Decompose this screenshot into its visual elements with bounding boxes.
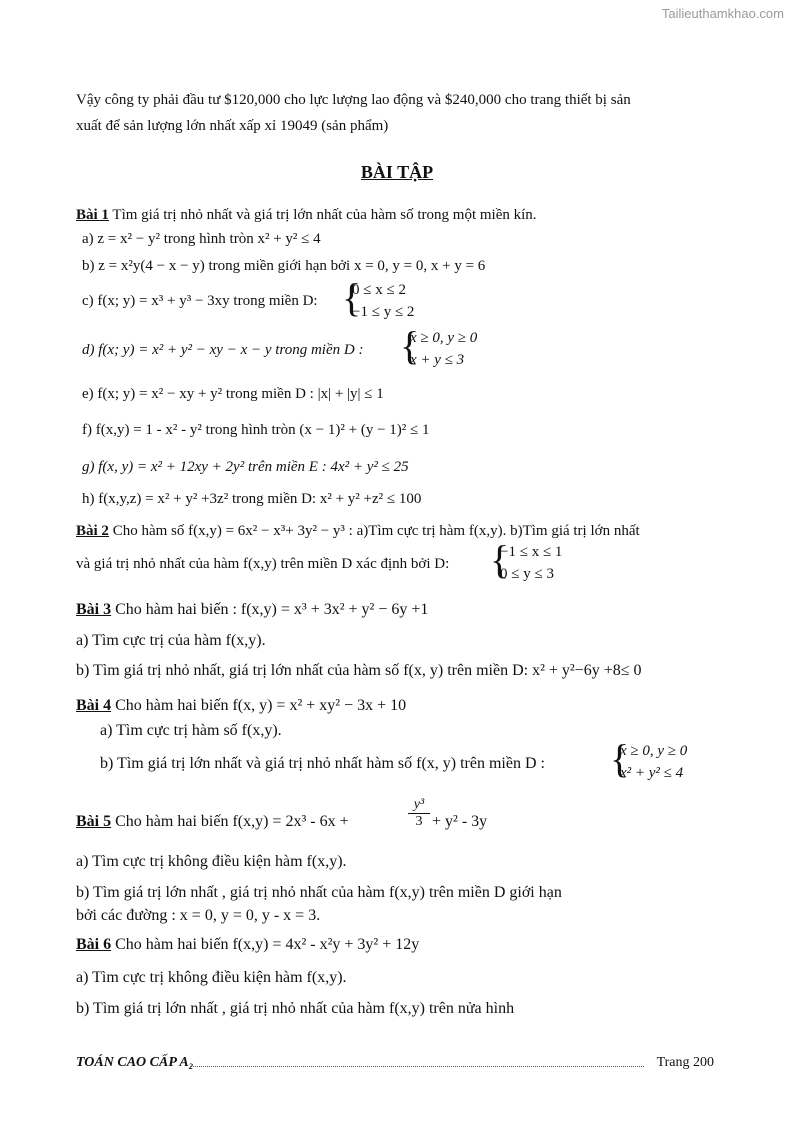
bai2-heading bbox=[76, 523, 640, 540]
bai5-text-end: + y² - 3y bbox=[432, 813, 488, 830]
bai2-label: Bài 2 bbox=[76, 523, 109, 539]
bai1-d-cond-2: x + y ≤ 3 bbox=[410, 352, 465, 368]
bai2-cond-2: 0 ≤ y ≤ 3 bbox=[500, 566, 554, 582]
bai5-label: Bài 5 bbox=[76, 813, 112, 830]
bai3-label: Bài 3 bbox=[76, 601, 112, 618]
bai4-b: b) Tìm giá trị lớn nhất và giá trị nhỏ nhất hàm số f(x, y) trên miền D : bbox=[100, 755, 545, 772]
bai1-b: b) z = x²y(4 − x − y) trong miền giới hạn bởi x = 0, y = 0, x + y = 6 bbox=[82, 258, 486, 274]
bai4-heading bbox=[76, 697, 406, 715]
bai4-a: a) Tìm cực trị hàm số f(x,y). bbox=[100, 722, 282, 739]
bai5-b-2: bởi các đường : x = 0, y = 0, y - x = 3. bbox=[76, 907, 321, 924]
bai2-cond-1: −1 ≤ x ≤ 1 bbox=[500, 544, 563, 560]
bai1-c-cond-1: 0 ≤ x ≤ 2 bbox=[352, 282, 406, 298]
bai5-a: a) Tìm cực trị không điều kiện hàm f(x,y). bbox=[76, 853, 347, 870]
bai5-fraction-denominator: 3 bbox=[415, 814, 423, 829]
intro-line-1: Vậy công ty phải đầu tư $120,000 cho lực lượng lao động và $240,000 cho trang thiết bị sản bbox=[76, 92, 631, 108]
bai6-label: Bài 6 bbox=[76, 936, 112, 953]
bai1-c: c) f(x; y) = x³ + y³ − 3xy trong miền D: bbox=[82, 293, 318, 309]
bai1-d: d) f(x; y) = x² + y² − xy − x − y trong miền D : bbox=[82, 342, 364, 358]
bai1-e: e) f(x; y) = x² − xy + y² trong miền D : |x| + |y| ≤ 1 bbox=[82, 386, 384, 402]
page-number: Trang 200 bbox=[656, 1055, 714, 1070]
bai1-a: a) z = x² − y² trong hình tròn x² + y² ≤ 4 bbox=[82, 231, 321, 247]
watermark: Tailieuthamkhao.com bbox=[661, 6, 784, 21]
bai5-b: b) Tìm giá trị lớn nhất , giá trị nhỏ nhất của hàm f(x,y) trên miền D giới hạn bbox=[76, 884, 562, 901]
bai2-text: Cho hàm số f(x,y) = 6x² − x³+ 3y² − y³ : a)Tìm cực trị hàm f(x,y). b)Tìm giá trị lớn nhất bbox=[108, 523, 640, 539]
footer-title: TOÁN CAO CẤP A₂ bbox=[76, 1055, 194, 1070]
bai1-label: Bài 1 bbox=[76, 207, 109, 223]
bai4-cond-2: x² + y² ≤ 4 bbox=[620, 765, 684, 781]
bai1-h: h) f(x,y,z) = x² + y² +3z² trong miền D: x² + y² +z² ≤ 100 bbox=[82, 491, 422, 507]
section-title: BÀI TẬP bbox=[360, 162, 434, 182]
page-footer bbox=[76, 1055, 714, 1071]
bai1-heading bbox=[76, 207, 537, 224]
bai4-text: Cho hàm hai biến f(x, y) = x² + xy² − 3x + 10 bbox=[111, 697, 407, 714]
bai5-fraction-numerator: y³ bbox=[408, 797, 430, 814]
bai6-b: b) Tìm giá trị lớn nhất , giá trị nhỏ nhất của hàm f(x,y) trên nửa hình bbox=[76, 1000, 515, 1017]
bai3-a: a) Tìm cực trị của hàm f(x,y). bbox=[76, 632, 266, 649]
bai5-text: Cho hàm hai biến f(x,y) = 2x³ - 6x + bbox=[111, 813, 349, 830]
bai5-heading bbox=[76, 813, 349, 831]
bai1-g: g) f(x, y) = x² + 12xy + 2y² trên miền E : 4x² + y² ≤ 25 bbox=[82, 459, 409, 475]
bai3-text: Cho hàm hai biến : f(x,y) = x³ + 3x² + y² − 6y +1 bbox=[111, 601, 429, 618]
bai1-d-cond-1: x ≥ 0, y ≥ 0 bbox=[410, 330, 478, 346]
footer-dotted-leader bbox=[190, 1066, 644, 1067]
bai6-heading bbox=[76, 936, 419, 954]
bai4-label: Bài 4 bbox=[76, 697, 112, 714]
intro-line-2: xuất để sản lượng lớn nhất xấp xỉ 19049 (sản phẩm) bbox=[76, 118, 389, 134]
bai1-c-cond-2: −1 ≤ y ≤ 2 bbox=[352, 304, 415, 320]
bai3-heading bbox=[76, 601, 428, 619]
bai6-a: a) Tìm cực trị không điều kiện hàm f(x,y). bbox=[76, 969, 347, 986]
bai2-text-2: và giá trị nhỏ nhất của hàm f(x,y) trên miền D xác định bởi D: bbox=[76, 556, 450, 572]
bai1-f: f) f(x,y) = 1 - x² - y² trong hình tròn (x − 1)² + (y − 1)² ≤ 1 bbox=[82, 422, 430, 438]
bai1-text: Tìm giá trị nhỏ nhất và giá trị lớn nhất của hàm số trong một miền kín. bbox=[108, 207, 537, 223]
bai3-b: b) Tìm giá trị nhỏ nhất, giá trị lớn nhất của hàm số f(x, y) trên miền D: x² + y²−6y +8≤ 0 bbox=[76, 662, 642, 679]
bai4-cond-1: x ≥ 0, y ≥ 0 bbox=[620, 743, 688, 759]
bai5-fraction bbox=[408, 797, 430, 830]
bai6-text: Cho hàm hai biến f(x,y) = 4x² - x²y + 3y² + 12y bbox=[111, 936, 420, 953]
